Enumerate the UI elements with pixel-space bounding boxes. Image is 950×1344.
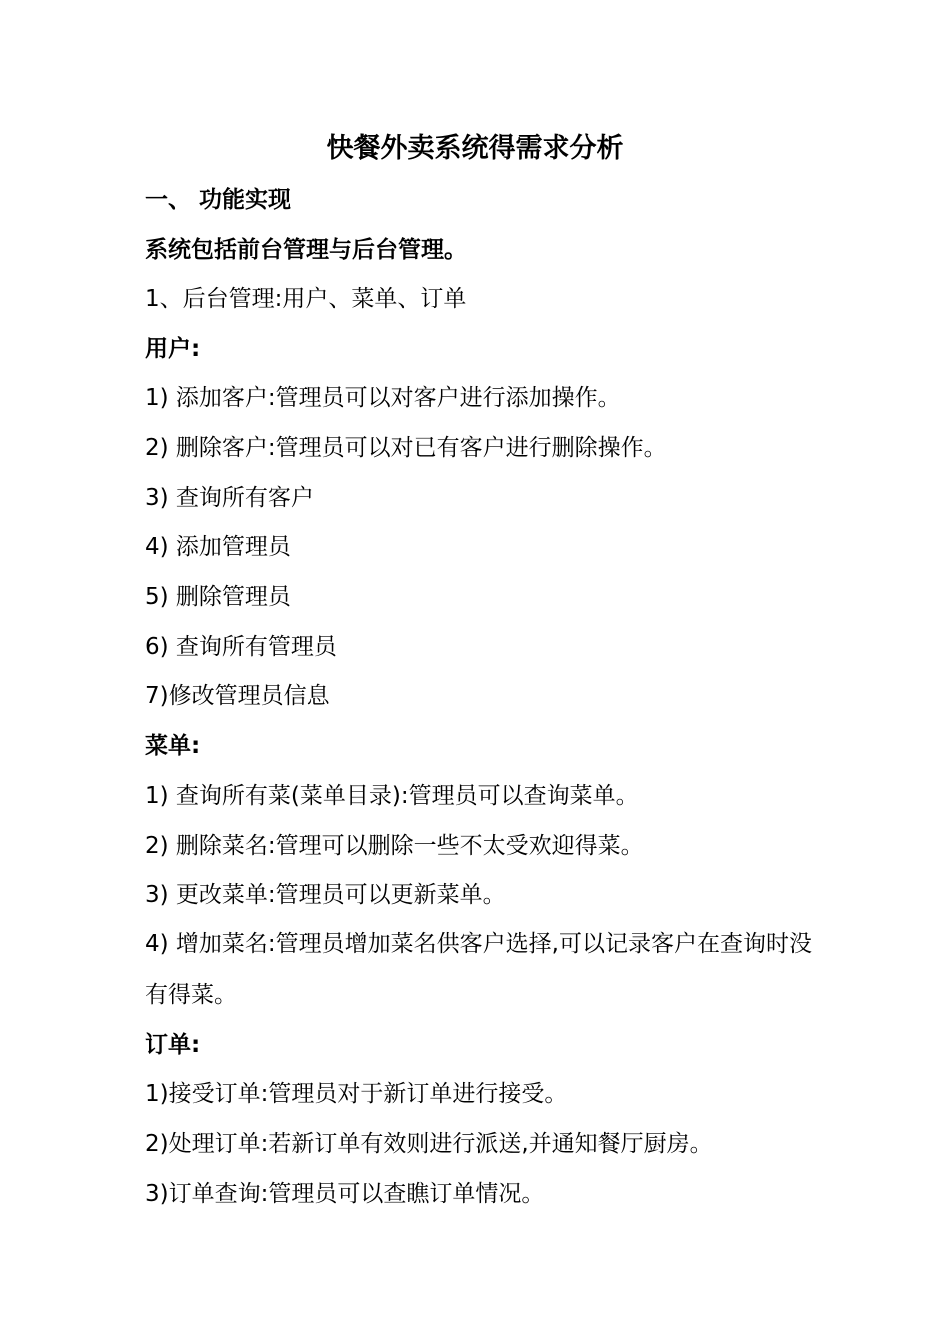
orders-heading: 订单: [145,1032,201,1058]
menu-item-1: 1) 查询所有菜(菜单目录):管理员可以查询菜单。 [145,783,639,809]
intro-paragraph: 系统包括前台管理与后台管理。 [145,237,467,263]
users-item-7: 7)修改管理员信息 [145,683,330,709]
users-item-2: 2) 删除客户:管理员可以对已有客户进行删除操作。 [145,435,667,461]
backend-management-line: 1、后台管理:用户、菜单、订单 [145,286,467,312]
orders-item-3: 3)订单查询:管理员可以查瞧订单情况。 [145,1181,545,1207]
document-title: 快餐外卖系统得需求分析 [326,133,624,164]
menu-item-4: 4) 增加菜名:管理员增加菜名供客户选择,可以记录客户在查询时没有得菜。 [145,931,812,1008]
users-item-6: 6) 查询所有管理员 [145,634,337,660]
users-item-5: 5) 删除管理员 [145,584,291,610]
menu-item-2: 2) 删除菜名:管理可以删除一些不太受欢迎得菜。 [145,833,644,859]
users-item-1: 1) 添加客户:管理员可以对客户进行添加操作。 [145,385,621,411]
section-heading-functions: 一、 功能实现 [145,187,292,213]
orders-item-1: 1)接受订单:管理员对于新订单进行接受。 [145,1081,568,1107]
users-item-4: 4) 添加管理员 [145,534,291,560]
users-item-3: 3) 查询所有客户 [145,485,314,511]
menu-item-3: 3) 更改菜单:管理员可以更新菜单。 [145,882,506,908]
orders-item-2: 2)处理订单:若新订单有效则进行派送,并通知餐厅厨房。 [145,1131,713,1157]
users-heading: 用户: [145,336,201,362]
menu-heading: 菜单: [145,733,201,759]
